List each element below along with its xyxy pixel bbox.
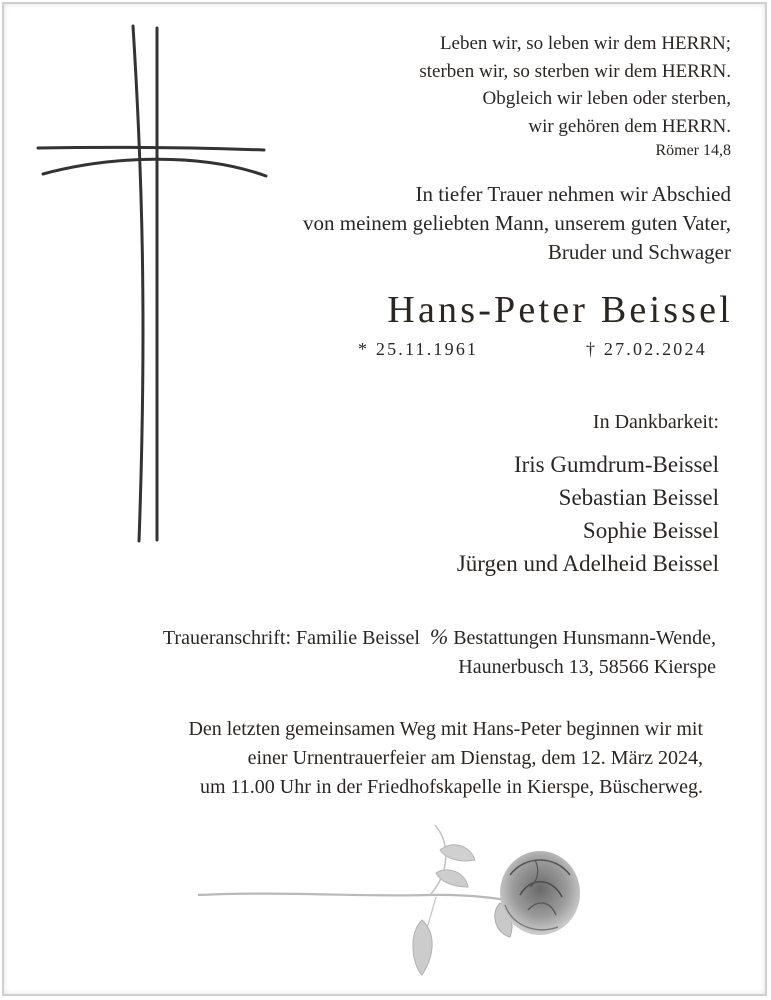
verse-reference: Römer 14,8 [655, 142, 731, 159]
service-notice [188, 715, 703, 802]
death-date: † 27.02.2024 [586, 339, 707, 359]
mourning-intro [303, 180, 731, 267]
birth-date: * 25.11.1961 [358, 339, 479, 359]
intro-line: In tiefer Trauer nehmen wir Abschied [415, 182, 731, 206]
service-line: einer Urnentrauerfeier am Dienstag, dem 12. März 2024, [247, 747, 703, 769]
care-of-symbol: % [429, 624, 449, 649]
mourning-address [163, 622, 716, 682]
intro-line: von meinem geliebten Mann, unserem guten Vater, [303, 211, 731, 235]
intro-line: Bruder und Schwager [547, 240, 731, 264]
gratitude-label: In Dankbarkeit: [592, 411, 719, 433]
cross-icon [30, 20, 280, 550]
mourner-name: Sebastian Beissel [558, 485, 719, 510]
address-prefix: Traueranschrift: Familie Beissel [162, 627, 420, 649]
rose-icon [190, 815, 600, 990]
mourner-name: Jürgen und Adelheid Beissel [456, 551, 719, 576]
service-line: um 11.00 Uhr in der Friedhofskapelle in Kierspe, Büscherweg. [199, 776, 703, 798]
address-line-2: Haunerbusch 13, 58566 Kierspe [458, 656, 716, 678]
verse-line: sterben wir, so sterben wir dem HERRN. [419, 60, 731, 82]
address-funeral-home: Bestattungen Hunsmann-Wende, [453, 627, 716, 649]
deceased-name: Hans-Peter Beissel [387, 289, 733, 331]
verse-line: Obgleich wir leben oder sterben, [482, 88, 731, 109]
mourner-name: Iris Gumdrum-Beissel [513, 452, 719, 477]
mourner-list [457, 448, 719, 580]
verse-line: wir gehören dem HERRN. [528, 115, 731, 137]
service-line: Den letzten gemeinsamen Weg mit Hans-Peter beginnen wir mit [188, 718, 703, 740]
verse-line: Leben wir, so leben wir dem HERRN; [439, 33, 731, 54]
bible-verse [419, 30, 731, 162]
mourner-name: Sophie Beissel [582, 518, 719, 543]
address-line-1 [163, 622, 716, 653]
